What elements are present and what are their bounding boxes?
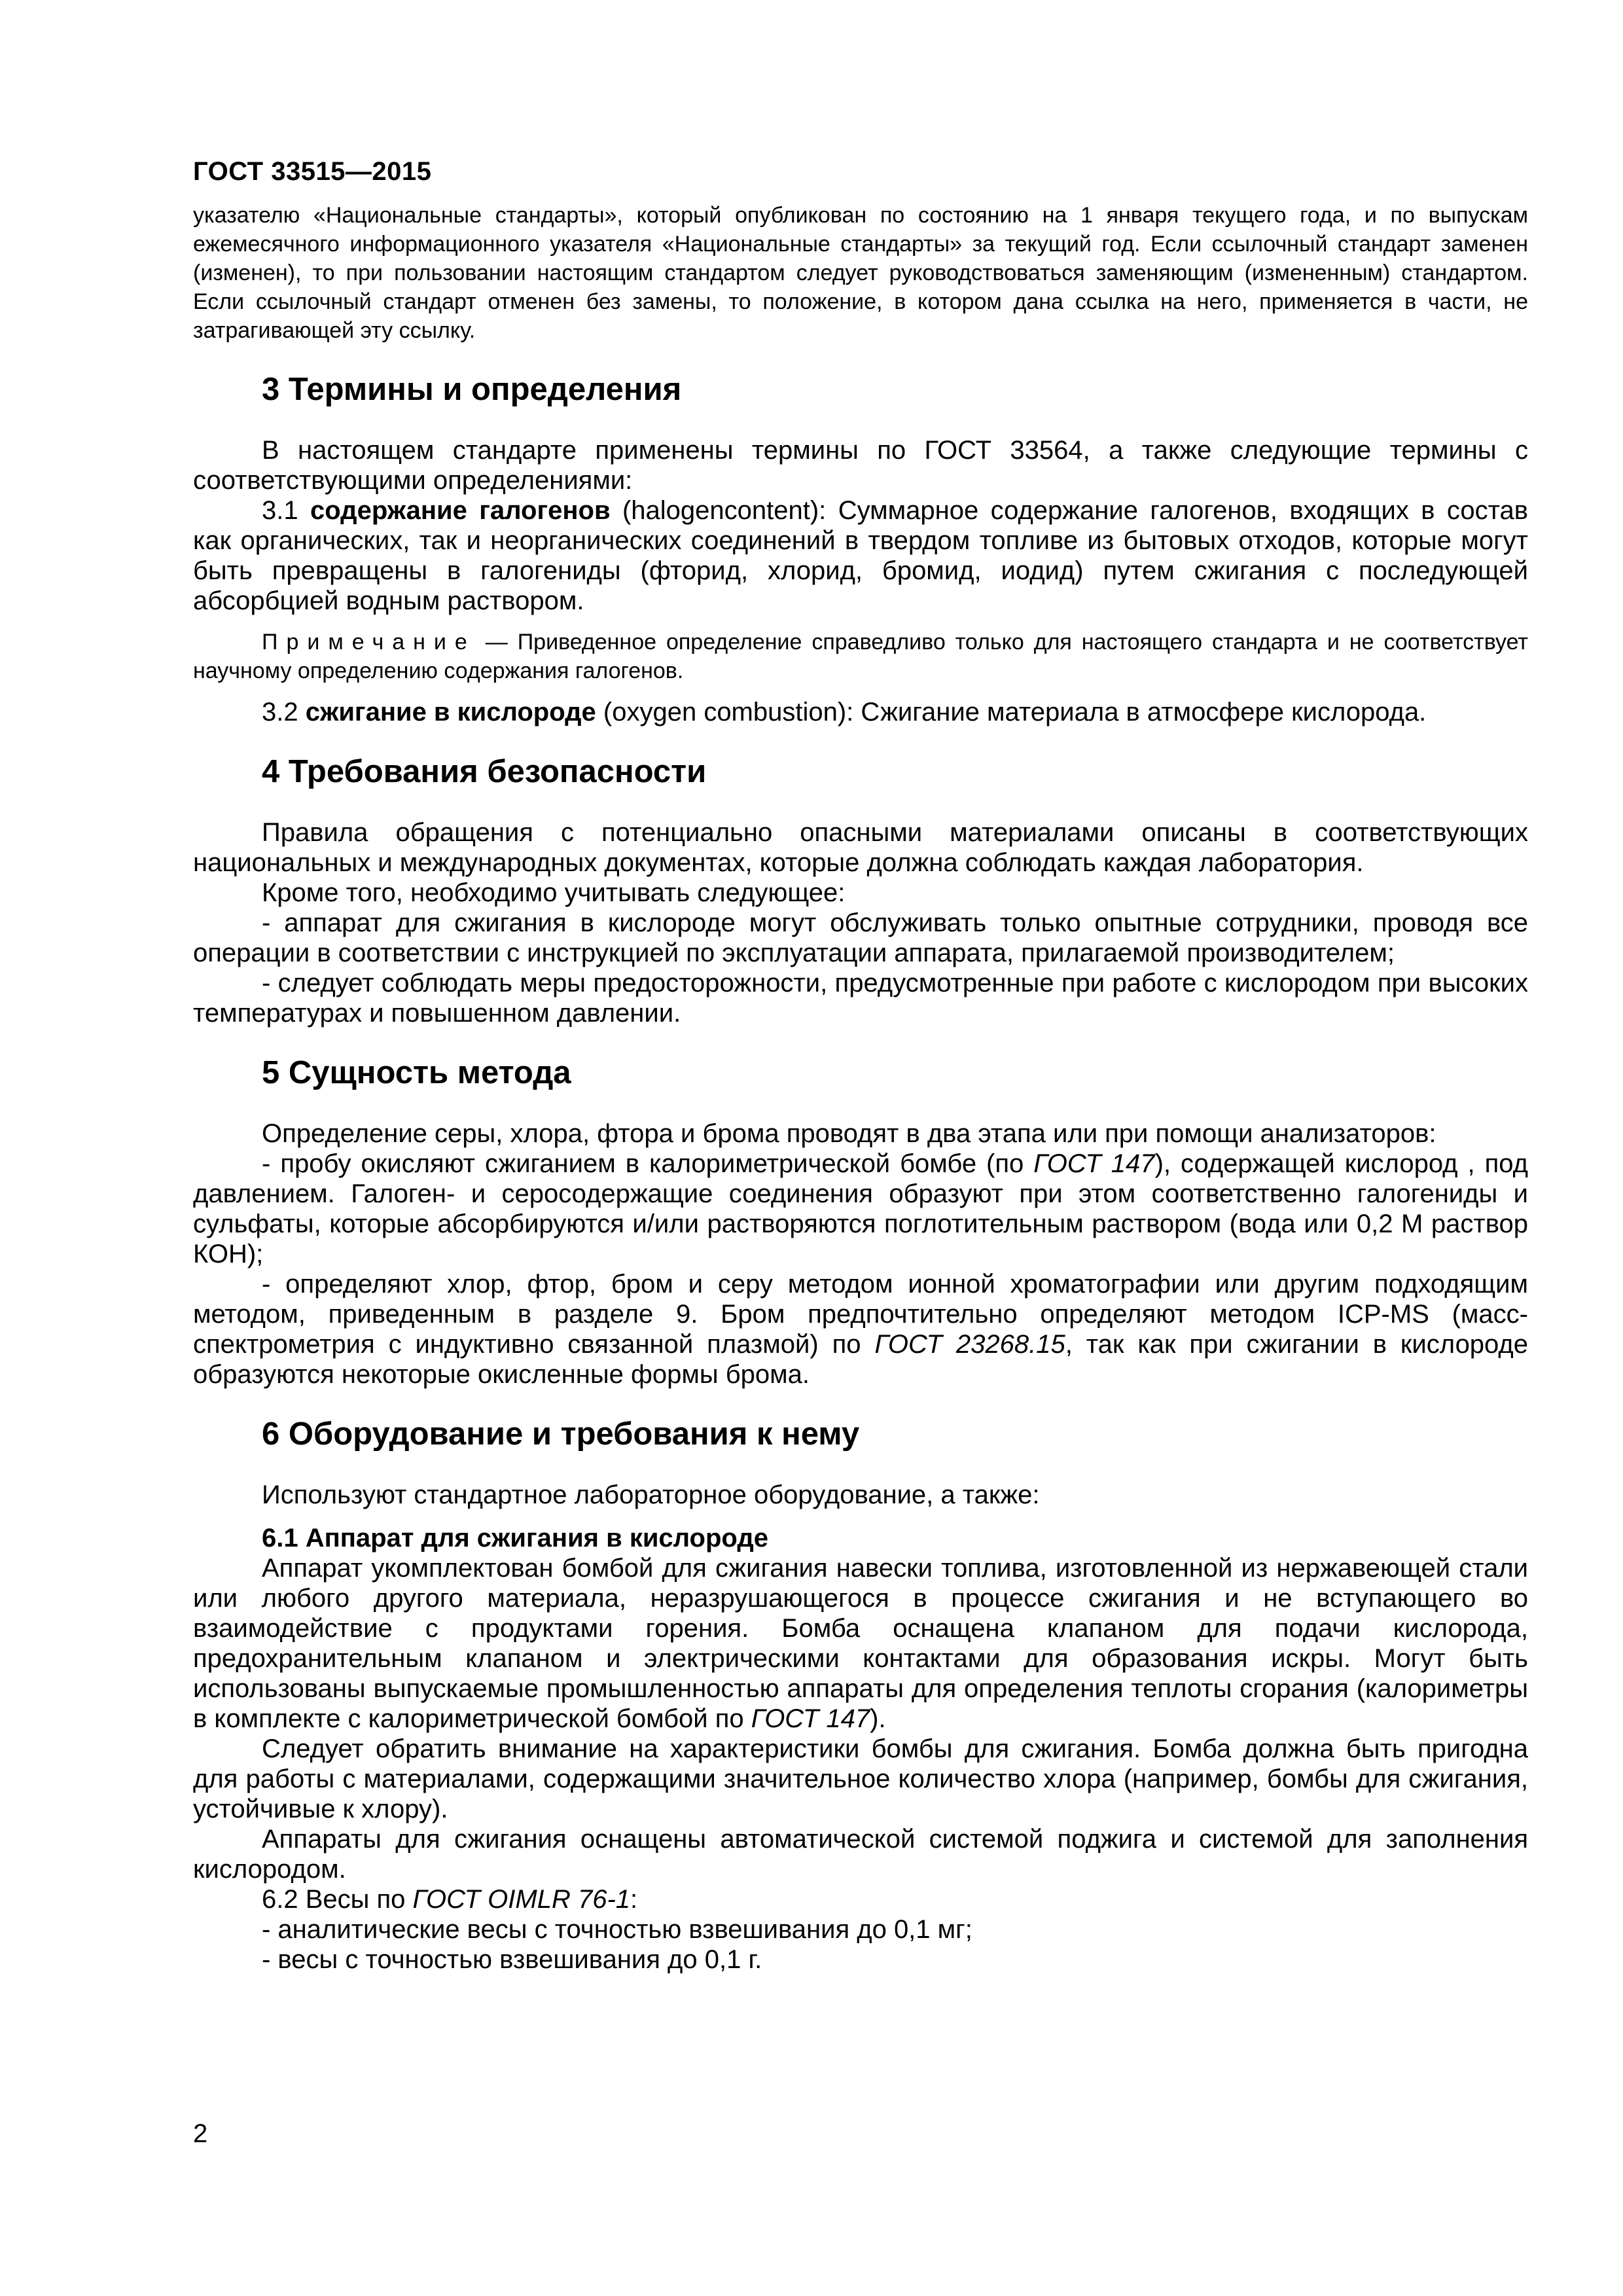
term-3-2-term: сжигание в кислороде (305, 698, 596, 726)
term-3-1-number: 3.1 (262, 496, 311, 525)
section-5-p2 (193, 1149, 1528, 1269)
subsection-6-2 (193, 1884, 1528, 1914)
term-3-1 (193, 495, 1528, 616)
section-4-p1: Правила обращения с потенциально опасными материалами описаны в соответствующих национальных и международных документах, которые должна соблюдать каждая лаборатория. (193, 818, 1528, 877)
section-6-p3: Следует обратить внимание на характеристики бомбы для сжигания. Бомба должна быть пригодна для работы с материалами, содержащими значительное количество хлора (например, бомбы для сжигания, устойчивые к хлору). (193, 1734, 1528, 1823)
section-6-p7: - весы с точностью взвешивания до 0,1 г. (262, 1945, 762, 1974)
section-4-p3: - аппарат для сжигания в кислороде могут обслуживать только опытные сотрудники, проводя все операции в соответствии с инструкцией по эксплуатации аппарата, прилагаемой производителем; (193, 908, 1528, 967)
note (193, 628, 1528, 685)
subsection-6-2-text: 6.2 Весы по (262, 1885, 413, 1914)
term-3-2-definition: (oxygen combustion): Сжигание материала в атмосфере кислорода. (596, 698, 1427, 726)
section-5-p3-text-end: , так как при сжигании в кислороде образуются некоторые окисленные формы брома. (193, 1330, 1529, 1389)
section-6-p1: Используют стандартное лабораторное оборудование, а также: (262, 1480, 1040, 1509)
section-6-p2-text-end: ). (870, 1704, 886, 1733)
section-6-p2-text: Аппарат укомплектован бомбой для сжигания навески топлива, изготовленной из нержавеющей стали или любого другого материала, неразрушающегося в процессе сжигания и не вступающего во взаимодействие с продуктами горения. Бомба оснащена клапаном для подачи кислорода, предохранительным клапаном и электрическими контактами для образования искры. Могут быть использованы выпускаемые промышленностью аппараты для определения теплоты сгорания (калориметры в комплекте с калориметрической бомбой по (193, 1554, 1528, 1733)
section-3-intro: В настоящем стандарте применены термины по ГОСТ 33564, а также следующие термины с соответствующими определениями: (193, 436, 1528, 495)
term-3-1-term: содержание галогенов (310, 496, 611, 525)
gost-oiml-ref: ГОСТ OIMLR 76-1 (412, 1885, 631, 1914)
note-text: — Приведенное определение справедливо только для настоящего стандарта и не соответствует научному определению содержания галогенов. (193, 630, 1528, 683)
subsection-6-1-title: 6.1 Аппарат для сжигания в кислороде (262, 1524, 768, 1552)
term-3-2 (193, 697, 1528, 727)
section-5-p3 (193, 1269, 1528, 1390)
section-3-title: 3 Термины и определения (262, 372, 682, 407)
section-5-p3-text: - определяют хлор, фтор, бром и серу методом ионной хроматографии или другим подходящим методом, приведенным в разделе 9. Бром предпочтительно определяют методом ICP-MS (масс-спектрометрия с индуктивно связанной плазмой) по (193, 1270, 1528, 1359)
subsection-6-2-colon: : (630, 1885, 638, 1914)
section-4-p2: Кроме того, необходимо учитывать следующее: (262, 878, 846, 907)
note-label: Примечание (262, 630, 476, 655)
gost-147-ref-2: ГОСТ 147 (751, 1704, 870, 1733)
section-5-p2-text: - пробу окисляют сжиганием в калориметрической бомбе (по (262, 1149, 1034, 1178)
document-page (193, 157, 1528, 1975)
page-number: 2 (193, 2119, 208, 2148)
intro-paragraph: указателю «Национальные стандарты», который опубликован по состоянию на 1 января текущего года, и по выпускам ежемесячного информационного указателя «Национальные стандарты» за текущий год. Если ссылочный стандарт заменен (изменен), то при пользовании настоящим стандартом следует руководствоваться заменяющим (измененным) стандартом. Если ссылочный стандарт отменен без замены, то положение, в котором дана ссылка на него, применяется в части, не затрагивающей эту ссылку. (193, 203, 1528, 343)
section-5-title: 5 Сущность метода (262, 1055, 571, 1090)
gost-23268-ref: ГОСТ 23268.15 (874, 1330, 1065, 1359)
section-5-p2-text-end: ), содержащей кислород , под давлением. Галоген- и серосодержащие соединения образуют при этом соответственно галогениды и сульфаты, которые абсорбируются и/или растворяются поглотительным раствором (вода или 0,2 М раствор КОН); (193, 1149, 1528, 1268)
document-header: ГОСТ 33515—2015 (193, 157, 432, 186)
section-5-p1: Определение серы, хлора, фтора и брома проводят в два этапа или при помощи анализаторов: (262, 1119, 1436, 1148)
section-4-p4: - следует соблюдать меры предосторожности, предусмотренные при работе с кислородом при высоких температурах и повышенном давлении. (193, 969, 1528, 1028)
section-4-title: 4 Требования безопасности (262, 754, 707, 789)
gost-147-ref: ГОСТ 147 (1033, 1149, 1155, 1178)
section-6-p6: - аналитические весы с точностью взвешивания до 0,1 мг; (262, 1915, 972, 1944)
term-3-2-number: 3.2 (262, 698, 306, 726)
section-6-p2 (193, 1553, 1528, 1734)
term-3-1-definition: (halogencontent): Суммарное содержание галогенов, входящих в состав как органических, так и неорганических соединений в твердом топливе из бытовых отходов, которые могут быть превращены в галогениды (фторид, хлорид, бромид, иодид) путем сжигания с последующей абсорбцией водным раствором. (193, 496, 1528, 615)
section-6-p4: Аппараты для сжигания оснащены автоматической системой поджига и системой для заполнения кислородом. (193, 1825, 1528, 1884)
section-6-title: 6 Оборудование и требования к нему (262, 1416, 860, 1452)
